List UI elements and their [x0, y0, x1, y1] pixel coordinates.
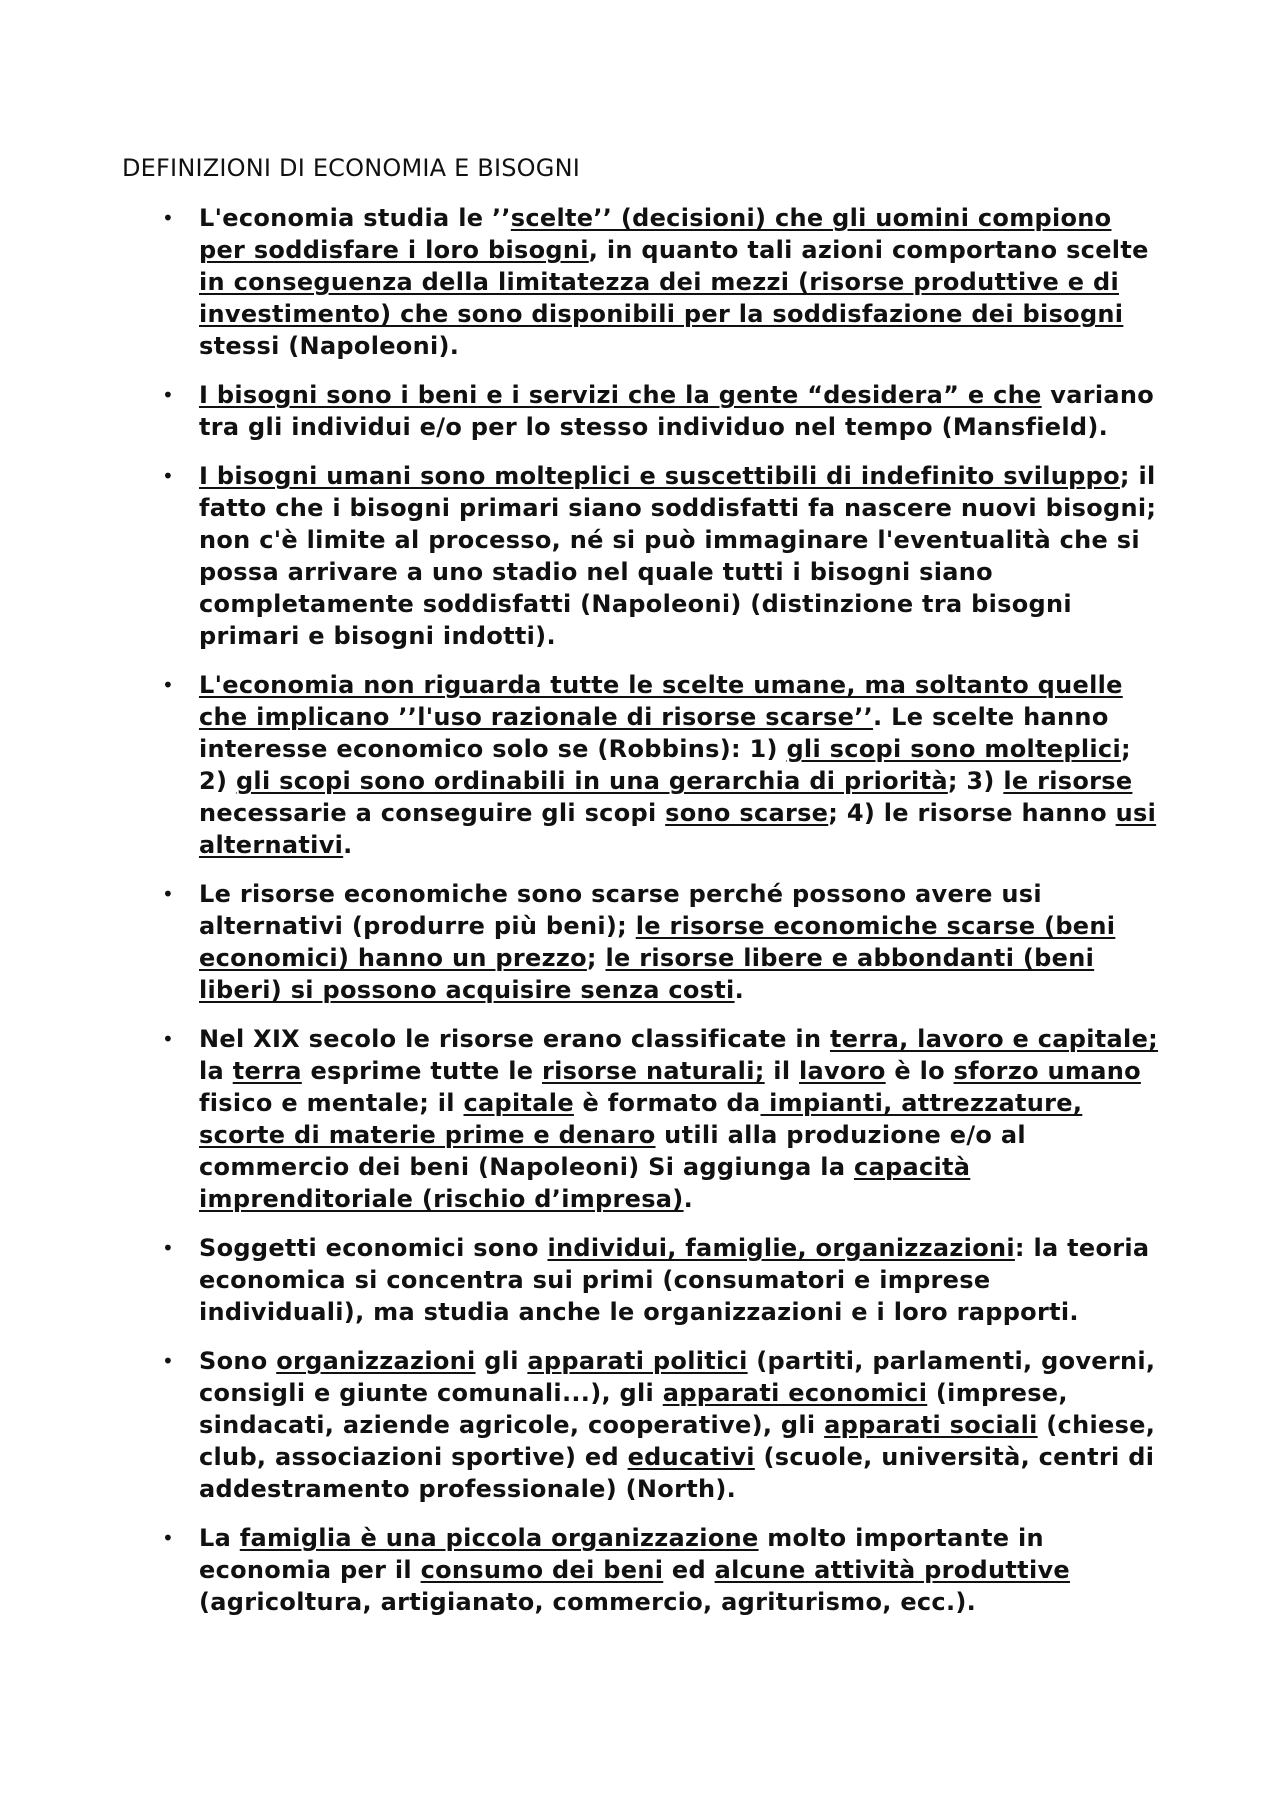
- underlined-text: impianti, attrezzature, scorte di materie prime e denaro: [199, 1089, 1083, 1149]
- underlined-text: risorse naturali;: [542, 1057, 765, 1085]
- bullet-dot-icon: •: [162, 1236, 175, 1260]
- underlined-text: organizzazioni: [276, 1347, 476, 1375]
- underlined-text: terra, lavoro e capitale;: [829, 1025, 1159, 1053]
- underlined-text: capacità imprenditoriale (rischio d’impresa): [199, 1153, 971, 1213]
- bullet-dot-icon: •: [162, 1526, 175, 1550]
- text-segment: Nel XIX secolo le risorse erano classificate in: [199, 1025, 830, 1053]
- text-segment: molto importante in economia per il: [199, 1524, 1044, 1584]
- text-segment: ; il fatto che i bisogni primari siano soddisfatti fa nascere nuovi bisogni; non c'è limite al processo, né si può immaginare l'eventualità che si possa arrivare a uno stadio nel quale tutti i bisogni siano completamente soddisfatti (Napoleoni) (distinzione tra bisogni primari e bisogni indotti).: [199, 462, 1157, 650]
- bullet-item: [0, 669, 1159, 861]
- text-segment: La: [199, 1524, 240, 1552]
- text-segment: fisico e mentale; il: [199, 1089, 464, 1117]
- underlined-text: capitale: [463, 1089, 574, 1117]
- bullet-dot-icon: •: [162, 673, 175, 697]
- underlined-text: terra: [232, 1057, 302, 1085]
- bullet-item: [0, 1023, 1159, 1215]
- underlined-text: sono scarse: [665, 799, 829, 827]
- text-segment: ed: [663, 1556, 715, 1584]
- text-segment: . Le scelte hanno interesse economico solo se (Robbins): 1): [199, 703, 1109, 763]
- underlined-text: usi alternativi: [199, 799, 1157, 859]
- text-segment: L'economia studia le ’’: [199, 204, 511, 232]
- bullet-text: [199, 379, 1159, 443]
- bullet-item: [0, 1522, 1159, 1618]
- text-segment: .: [683, 1185, 693, 1213]
- underlined-text: educativi: [627, 1443, 755, 1471]
- document-title: DEFINIZIONI DI ECONOMIA E BISOGNI: [122, 154, 580, 182]
- text-segment: è formato da: [573, 1089, 761, 1117]
- bullet-text: [199, 1023, 1159, 1215]
- text-segment: ; 3): [947, 767, 1004, 795]
- bullet-item: [0, 460, 1159, 652]
- text-segment: è lo: [885, 1057, 954, 1085]
- text-segment: (imprese, sindacati, aziende agricole, cooperative), gli: [199, 1379, 1068, 1439]
- text-segment: necessarie a conseguire gli scopi: [199, 799, 666, 827]
- bullet-item: [0, 1345, 1159, 1505]
- underlined-text: consumo dei beni: [420, 1556, 664, 1584]
- text-segment: , in quanto tali azioni comportano scelte: [588, 236, 1149, 264]
- text-segment: ; 4) le risorse hanno: [828, 799, 1116, 827]
- bullet-item: [0, 1232, 1159, 1328]
- underlined-text: le risorse libere e abbondanti (beni liberi) si possono acquisire senza costi: [199, 944, 1095, 1004]
- text-segment: Sono: [199, 1347, 277, 1375]
- underlined-text: individui, famiglie, organizzazioni: [547, 1234, 1015, 1262]
- text-segment: .: [734, 976, 745, 1004]
- bullet-text: [199, 1522, 1159, 1618]
- underlined-text: I bisogni sono i beni e i servizi che la gente “desidera” e che: [199, 381, 1042, 409]
- underlined-text: scelte’’ (decisioni) che gli uomini compiono per soddisfare i loro bisogni: [199, 204, 1112, 264]
- text-segment: il: [764, 1057, 800, 1085]
- bullet-text: [199, 1345, 1159, 1505]
- underlined-text: L'economia non riguarda tutte le scelte umane, ma soltanto quelle che implicano ’’l'uso razionale di risorse scarse’’: [199, 671, 1123, 731]
- text-segment: esprime tutte le: [301, 1057, 543, 1085]
- underlined-text: le risorse economiche scarse (beni economici) hanno un prezzo: [199, 912, 1116, 972]
- text-segment: (chiese, club, associazioni sportive) ed: [199, 1411, 1156, 1471]
- underlined-text: lavoro: [799, 1057, 886, 1085]
- text-segment: stessi (Napoleoni).: [199, 332, 460, 360]
- bullet-text: [199, 202, 1159, 362]
- text-segment: (agricoltura, artigianato, commercio, agriturismo, ecc.).: [199, 1588, 977, 1616]
- underlined-text: famiglia è una piccola organizzazione: [239, 1524, 759, 1552]
- text-segment: .: [343, 831, 353, 859]
- bullet-dot-icon: •: [162, 383, 175, 407]
- text-segment: Soggetti economici sono: [199, 1234, 548, 1262]
- bullet-dot-icon: •: [162, 1027, 175, 1051]
- text-segment: ;: [586, 944, 606, 972]
- bullet-dot-icon: •: [162, 1349, 175, 1373]
- text-segment: (partiti, parlamenti, governi, consigli e giunte comunali...), gli: [199, 1347, 1156, 1407]
- text-segment: ; 2): [199, 735, 1131, 795]
- bullet-item: [0, 379, 1159, 443]
- underlined-text: apparati economici: [662, 1379, 928, 1407]
- bullet-list: [0, 202, 1280, 1635]
- underlined-text: in conseguenza della limitatezza dei mezzi (risorse produttive e di investimento) che sono disponibili per la soddisfazione dei bisogni: [199, 268, 1124, 328]
- underlined-text: gli scopi sono molteplici: [786, 735, 1121, 763]
- text-segment: : la teoria economica si concentra sui primi (consumatori e imprese individuali), ma studia anche le organizzazioni e i loro rapporti.: [199, 1234, 1150, 1326]
- bullet-item: [0, 878, 1159, 1006]
- bullet-item: [0, 202, 1159, 362]
- underlined-text: sforzo umano: [953, 1057, 1141, 1085]
- underlined-text: alcune attività produttive: [714, 1556, 1071, 1584]
- underlined-text: I bisogni umani sono molteplici e suscettibili di indefinito sviluppo: [199, 462, 1120, 490]
- bullet-dot-icon: •: [162, 464, 175, 488]
- bullet-text: [199, 460, 1159, 652]
- underlined-text: gli scopi sono ordinabili in una gerarchia di priorità: [235, 767, 948, 795]
- underlined-text: apparati sociali: [824, 1411, 1038, 1439]
- underlined-text: le risorse: [1003, 767, 1133, 795]
- text-segment: (scuole, università, centri di addestramento professionale) (North).: [199, 1443, 1155, 1503]
- text-segment: gli: [475, 1347, 528, 1375]
- text-segment: Le risorse economiche sono scarse perché possono avere usi alternativi (produrre più beni);: [199, 880, 1042, 940]
- bullet-text: [199, 878, 1159, 1006]
- bullet-text: [199, 669, 1159, 861]
- underlined-text: apparati politici: [527, 1347, 748, 1375]
- text-segment: utili alla produzione e/o al commercio dei beni (Napoleoni) Si aggiunga la: [199, 1121, 1026, 1181]
- text-segment: la: [199, 1057, 233, 1085]
- bullet-dot-icon: •: [162, 206, 175, 230]
- bullet-dot-icon: •: [162, 882, 175, 906]
- text-segment: variano tra gli individui e/o per lo stesso individuo nel tempo (Mansfield).: [199, 381, 1155, 441]
- bullet-text: [199, 1232, 1159, 1328]
